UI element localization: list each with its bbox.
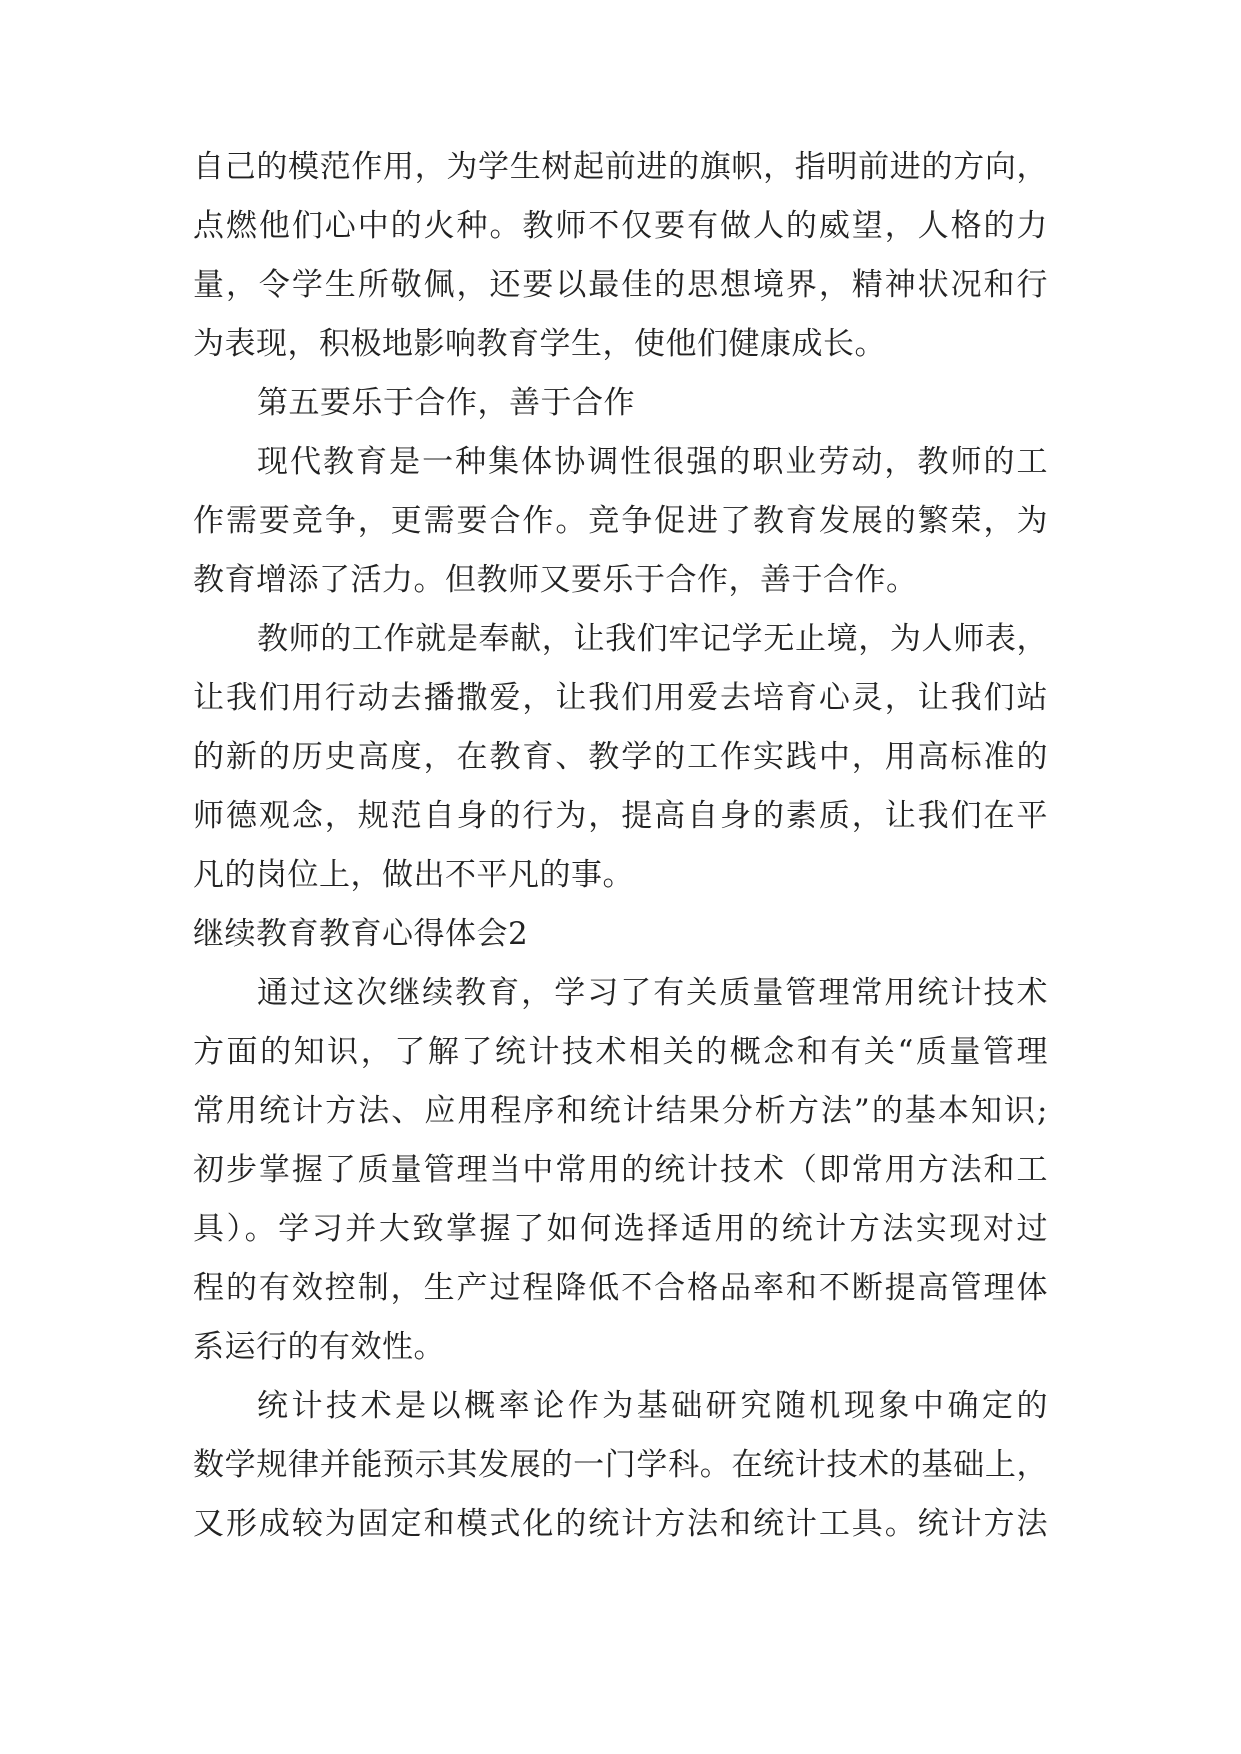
text-line: 师德观念，规范自身的行为，提高自身的素质，让我们在平 <box>193 798 1048 834</box>
heading-text: 第五要乐于合作，善于合作 <box>257 385 635 421</box>
text-line: 数学规律并能预示其发展的一门学科。在统计技术的基础上， <box>193 1447 1048 1483</box>
paragraph <box>193 1377 1048 1554</box>
text-line: 又形成较为固定和模式化的统计方法和统计工具。统计方法 <box>193 1506 1048 1542</box>
title-text: 继续教育教育心得体会2 <box>193 916 529 952</box>
text-line: 教育增添了活力。但教师又要乐于合作，善于合作。 <box>193 562 918 598</box>
text-line: 凡的岗位上，做出不平凡的事。 <box>193 857 634 893</box>
text-line: 通过这次继续教育，学习了有关质量管理常用统计技术 <box>257 975 1048 1011</box>
document-body <box>193 138 1048 1554</box>
text-line: 让我们用行动去播撒爱，让我们用爱去培育心灵，让我们站 <box>193 680 1048 716</box>
paragraph <box>193 433 1048 610</box>
text-line: 教师的工作就是奉献，让我们牢记学无止境，为人师表， <box>257 621 1048 657</box>
text-line: 量，令学生所敬佩，还要以最佳的思想境界，精神状况和行 <box>193 267 1048 303</box>
text-line: 作需要竞争，更需要合作。竞争促进了教育发展的繁荣，为 <box>193 503 1048 539</box>
text-line: 的新的历史高度，在教育、教学的工作实践中，用高标准的 <box>193 739 1048 775</box>
text-line: 方面的知识，了解了统计技术相关的概念和有关“质量管理 <box>193 1034 1048 1070</box>
text-line: 常用统计方法、应用程序和统计结果分析方法”的基本知识; <box>193 1093 1048 1129</box>
text-line: 点燃他们心中的火种。教师不仅要有做人的威望，人格的力 <box>193 208 1048 244</box>
paragraph-continuation <box>193 138 1048 374</box>
text-line: 为表现，积极地影响教育学生，使他们健康成长。 <box>193 326 886 362</box>
section-heading <box>193 374 1048 433</box>
paragraph <box>193 610 1048 905</box>
text-line: 系运行的有效性。 <box>193 1329 445 1365</box>
text-line: 初步掌握了质量管理当中常用的统计技术（即常用方法和工 <box>193 1152 1048 1188</box>
paragraph <box>193 964 1048 1377</box>
text-line: 程的有效控制，生产过程降低不合格品率和不断提高管理体 <box>193 1270 1048 1306</box>
text-line: 具）。学习并大致掌握了如何选择适用的统计方法实现对过 <box>193 1211 1048 1247</box>
text-line: 统计技术是以概率论作为基础研究随机现象中确定的 <box>257 1388 1048 1424</box>
text-line: 现代教育是一种集体协调性很强的职业劳动，教师的工 <box>257 444 1048 480</box>
article-title <box>193 905 1048 964</box>
text-line: 自己的模范作用，为学生树起前进的旗帜，指明前进的方向， <box>193 149 1048 185</box>
